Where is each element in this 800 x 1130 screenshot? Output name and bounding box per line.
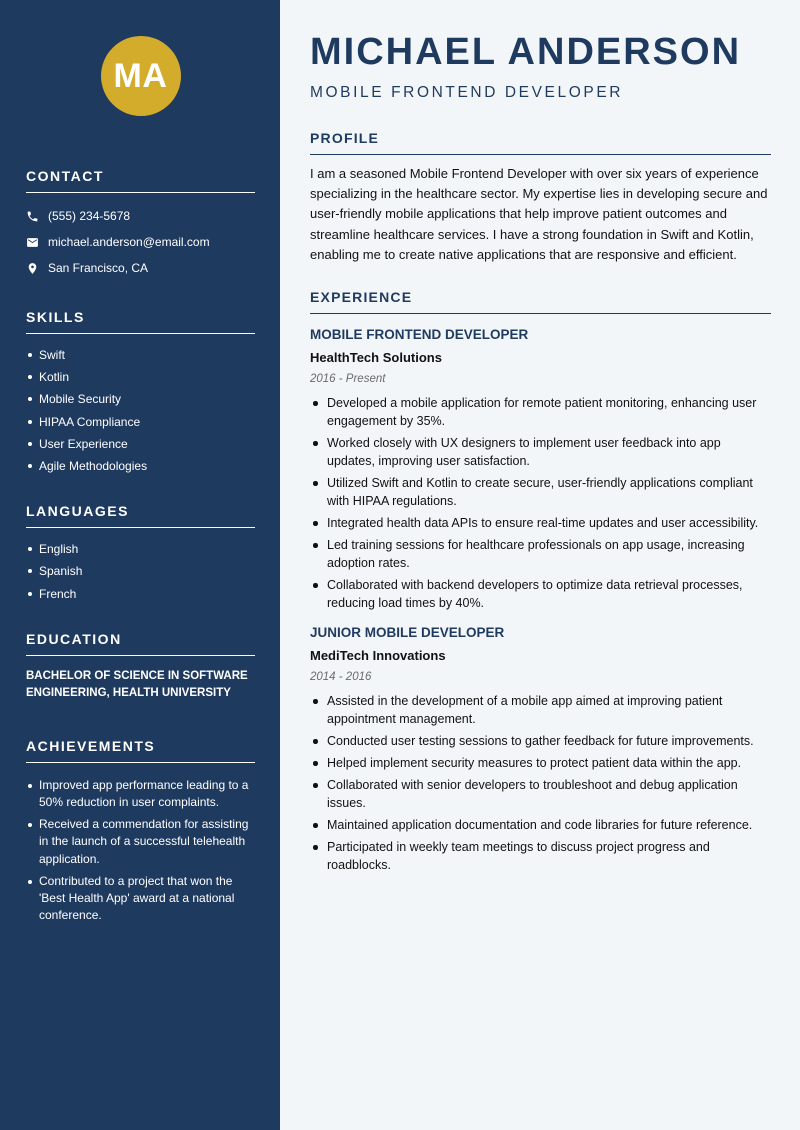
- skills-heading: SKILLS: [26, 309, 255, 334]
- main-content: [280, 0, 800, 1130]
- duties-list: [310, 692, 771, 874]
- job-headline: MOBILE FRONTEND DEVELOPER: [310, 84, 624, 101]
- skill-item: Agile Methodologies: [26, 455, 255, 477]
- languages-section: [26, 503, 255, 605]
- job-title: JUNIOR MOBILE DEVELOPER: [310, 625, 505, 641]
- location-text: San Francisco, CA: [48, 261, 149, 275]
- language-item: Spanish: [26, 560, 255, 582]
- duty-item: Collaborated with backend developers to optimize data retrieval processes, reducing load times by 40%.: [310, 576, 771, 612]
- skill-item: Mobile Security: [26, 388, 255, 410]
- profile-text: I am a seasoned Mobile Frontend Developer with over six years of experience specializing in the healthcare sector. My expertise lies in developing secure and user-friendly mobile applications that help improve patient outcomes and streamline healthcare services. I have a strong foundation in Swift and Kotlin, enabling me to create native applications that are responsive and efficient.: [310, 166, 768, 262]
- language-item: English: [26, 538, 255, 560]
- skill-item: HIPAA Compliance: [26, 411, 255, 433]
- skills-section: [26, 309, 255, 477]
- education-section: [26, 631, 255, 702]
- achievements-list: [26, 777, 255, 925]
- contact-phone: [26, 203, 255, 229]
- duty-item: Participated in weekly team meetings to discuss project progress and roadblocks.: [310, 838, 771, 874]
- location-pin-icon: [26, 262, 39, 275]
- duty-item: Utilized Swift and Kotlin to create secure, user-friendly applications compliant with HIPAA regulations.: [310, 474, 771, 510]
- skill-item: Swift: [26, 344, 255, 366]
- duty-item: Collaborated with senior developers to troubleshoot and debug application issues.: [310, 776, 771, 812]
- phone-icon: [26, 210, 39, 223]
- contact-email: [26, 229, 255, 255]
- phone-text: (555) 234-5678: [48, 209, 131, 223]
- skill-item: Kotlin: [26, 366, 255, 388]
- achievement-item: Contributed to a project that won the 'Best Health App' award at a national conference.: [26, 873, 255, 925]
- contact-heading: CONTACT: [26, 168, 255, 193]
- languages-heading: LANGUAGES: [26, 503, 255, 528]
- contact-location: [26, 255, 255, 281]
- duties-list: [310, 394, 771, 612]
- email-icon: [26, 236, 39, 249]
- duty-item: Integrated health data APIs to ensure real-time updates and user accessibility.: [310, 514, 771, 532]
- achievements-section: [26, 738, 255, 925]
- contact-section: [26, 168, 255, 281]
- job-title: MOBILE FRONTEND DEVELOPER: [310, 327, 529, 343]
- duty-item: Assisted in the development of a mobile app aimed at improving patient appointment management.: [310, 692, 771, 728]
- duty-item: Led training sessions for healthcare professionals on app usage, increasing adoption rates.: [310, 536, 771, 572]
- duty-item: Developed a mobile application for remote patient monitoring, enhancing user engagement by 35%.: [310, 394, 771, 430]
- achievements-heading: ACHIEVEMENTS: [26, 738, 255, 763]
- education-heading: EDUCATION: [26, 631, 255, 656]
- skills-list: [26, 344, 255, 477]
- achievement-item: Received a commendation for assisting in the launch of a successful telehealth application.: [26, 816, 255, 868]
- achievement-item: Improved app performance leading to a 50% reduction in user complaints.: [26, 777, 255, 811]
- duty-item: Helped implement security measures to protect patient data within the app.: [310, 754, 771, 772]
- company-name: MediTech Innovations: [310, 648, 446, 664]
- sidebar: [0, 0, 280, 1130]
- profile-heading: PROFILE: [310, 130, 771, 155]
- duty-item: Conducted user testing sessions to gather feedback for future improvements.: [310, 732, 771, 750]
- company-name: HealthTech Solutions: [310, 350, 442, 366]
- experience-heading: EXPERIENCE: [310, 289, 771, 314]
- avatar-initials: MA: [101, 36, 181, 116]
- language-item: French: [26, 583, 255, 605]
- job-entry: [310, 625, 771, 874]
- degree-text: BACHELOR OF SCIENCE IN SOFTWARE ENGINEERING, HEALTH UNIVERSITY: [26, 669, 248, 699]
- duty-item: Maintained application documentation and code libraries for future reference.: [310, 816, 771, 834]
- skill-item: User Experience: [26, 433, 255, 455]
- languages-list: [26, 538, 255, 605]
- candidate-name: MICHAEL ANDERSON: [310, 31, 742, 73]
- duty-item: Worked closely with UX designers to implement user feedback into app updates, improving user satisfaction.: [310, 434, 771, 470]
- email-text: michael.anderson@email.com: [48, 235, 210, 249]
- job-dates: 2014 - 2016: [310, 671, 372, 684]
- job-entry: [310, 327, 771, 612]
- job-dates: 2016 - Present: [310, 373, 386, 386]
